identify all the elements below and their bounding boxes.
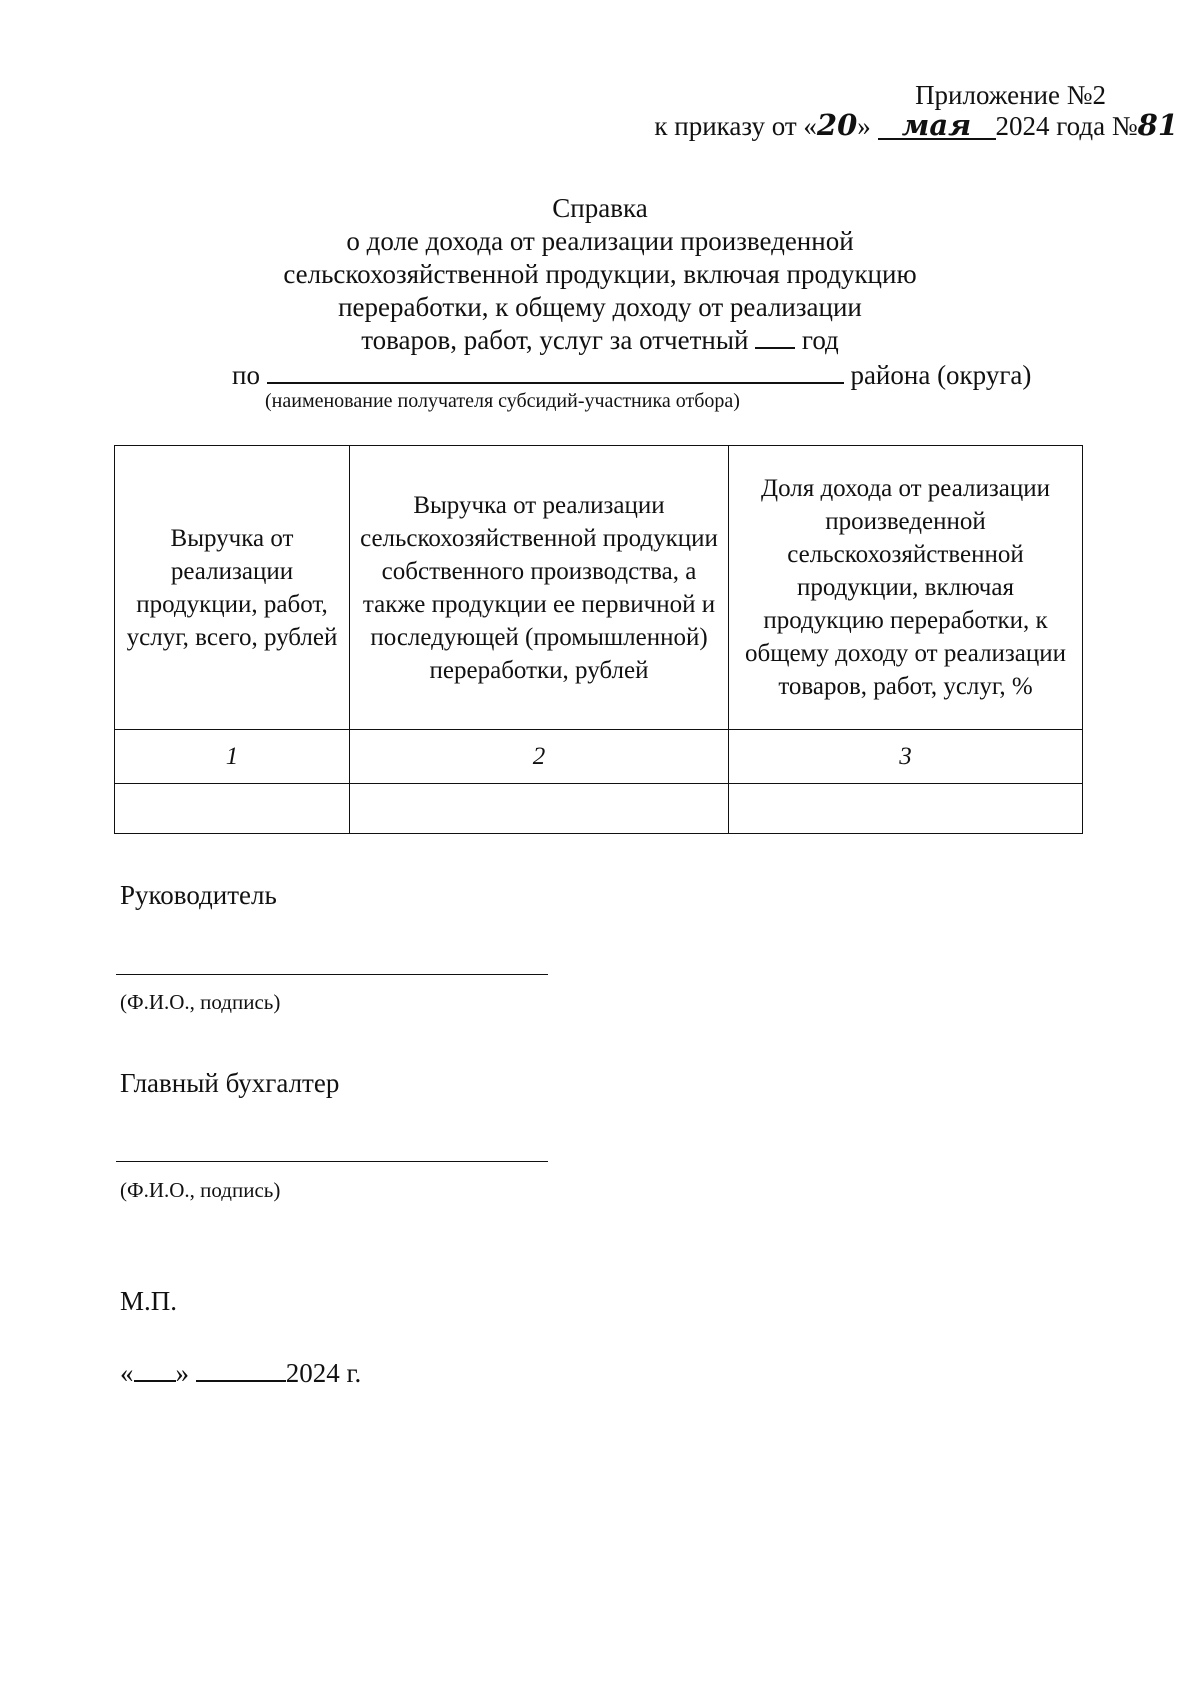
recipient-caption: (наименование получателя субсидий-участника отбора) xyxy=(265,390,740,412)
date-day-blank xyxy=(134,1358,176,1382)
data-table xyxy=(114,445,1083,834)
title-line-3: сельскохозяйственной продукции, включая продукцию xyxy=(283,259,917,289)
column-number-3: 3 xyxy=(729,730,1083,784)
value-cell-2[interactable] xyxy=(350,784,729,834)
order-prefix: к приказу от « xyxy=(654,111,817,141)
accountant-caption: (Ф.И.О., подпись) xyxy=(120,1178,281,1202)
date-year: 2024 г. xyxy=(285,1358,362,1388)
recipient-line xyxy=(232,358,1031,392)
title-line-2: о доле дохода от реализации произведенной xyxy=(346,226,854,256)
title-line-4: переработки, к общему доходу от реализации xyxy=(338,292,862,322)
year-blank xyxy=(755,327,795,349)
header-cell-1: Выручка от реализации продукции, работ, услуг, всего, рублей xyxy=(115,446,350,730)
title-line-1: Справка xyxy=(552,193,648,223)
document-title xyxy=(0,192,1200,357)
title-line-5-year: год xyxy=(801,325,839,355)
stamp-placeholder: М.П. xyxy=(120,1286,178,1316)
accountant-signature-line xyxy=(116,1161,548,1162)
value-cell-1[interactable] xyxy=(115,784,350,834)
head-caption: (Ф.И.О., подпись) xyxy=(120,990,281,1014)
order-month: мая xyxy=(878,112,996,140)
header-cell-3: Доля дохода от реализации произведенной сельскохозяйственной продукции, включая продукцию переработки, к общему доходу от реализации товаров, работ, услуг, % xyxy=(729,446,1083,730)
value-cell-3[interactable] xyxy=(729,784,1083,834)
region-label: района (округа) xyxy=(850,360,1032,390)
accountant-label: Главный бухгалтер xyxy=(120,1068,340,1098)
table-number-row xyxy=(115,730,1083,784)
header-cell-2: Выручка от реализации сельскохозяйственной продукции собственного производства, а также продукции ее первичной и последующей (промышленной) переработки, рублей xyxy=(350,446,729,730)
title-line-5 xyxy=(0,324,1200,357)
head-label: Руководитель xyxy=(120,880,277,910)
table-header-row xyxy=(115,446,1083,730)
recipient-blank xyxy=(267,358,844,384)
order-number: 81 xyxy=(1137,108,1178,142)
column-number-2: 2 xyxy=(350,730,729,784)
title-line-5-text: товаров, работ, услуг за отчетный xyxy=(361,325,749,355)
date-month-blank xyxy=(196,1358,286,1382)
date-line xyxy=(120,1358,361,1389)
po-label: по xyxy=(232,360,260,390)
order-year: 2024 года № xyxy=(995,111,1138,141)
date-close-quote: » xyxy=(175,1358,189,1388)
date-open-quote: « xyxy=(120,1358,134,1388)
appendix-label: Приложение №2 xyxy=(915,80,1106,110)
order-reference xyxy=(654,108,1178,143)
head-signature-line xyxy=(116,974,548,975)
order-mid: » xyxy=(857,111,871,141)
column-number-1: 1 xyxy=(115,730,350,784)
table-row xyxy=(115,784,1083,834)
order-day: 20 xyxy=(816,108,858,142)
